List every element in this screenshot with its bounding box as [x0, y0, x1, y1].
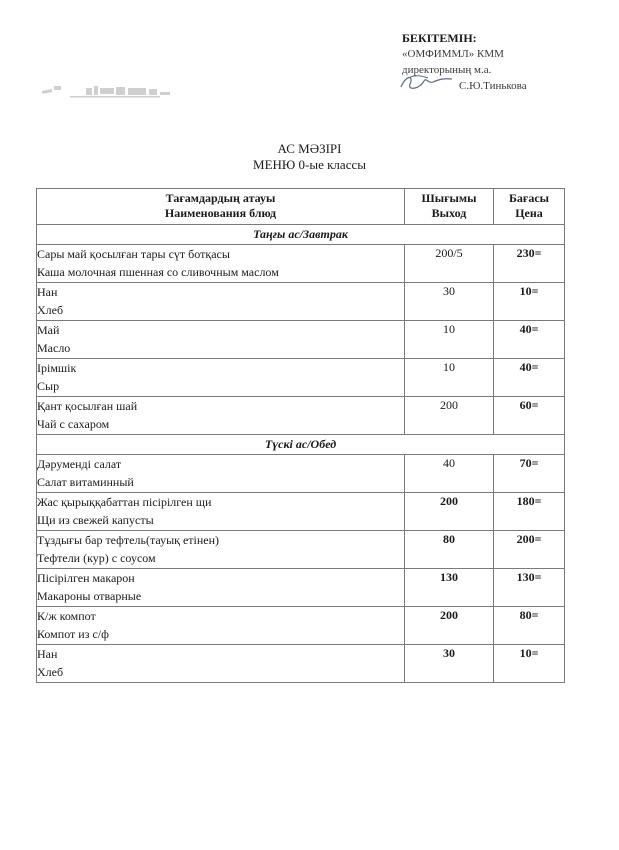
section-label: Түскі ас/Обед — [37, 435, 565, 455]
table-row — [37, 397, 565, 435]
approval-org: «ОМФИММЛ» КММ — [402, 48, 504, 60]
dish-name-ru: Салат витаминный — [37, 475, 134, 489]
dish-price: 40= — [494, 321, 565, 359]
dish-name-ru: Компот из с/ф — [37, 627, 109, 641]
dish-output: 30 — [405, 645, 494, 683]
dish-price: 180= — [494, 493, 565, 531]
table-row — [37, 455, 565, 493]
date-stamp-icon — [42, 76, 192, 106]
dish-name-ru: Каша молочная пшенная со сливочным маслом — [37, 265, 279, 279]
dish-output: 200 — [405, 493, 494, 531]
table-header-row — [37, 189, 565, 225]
table-row — [37, 359, 565, 397]
table-row — [37, 493, 565, 531]
dish-output: 200 — [405, 397, 494, 435]
dish-name-ru: Масло — [37, 341, 71, 355]
dish-output: 130 — [405, 569, 494, 607]
dish-price: 60= — [494, 397, 565, 435]
dish-name-kz: Ірімшік — [37, 361, 77, 375]
header-dish-name-ru: Наименования блюд — [164, 206, 277, 220]
dish-price: 70= — [494, 455, 565, 493]
approval-position: директорының м.а. — [402, 64, 492, 76]
dish-name-kz: Тұздығы бар тефтель(тауық етінен) — [37, 533, 220, 547]
header-price — [494, 189, 565, 225]
section-label: Таңғы ас/Завтрак — [37, 225, 565, 245]
table-row — [37, 645, 565, 683]
dish-name-kz: Нан — [37, 285, 58, 299]
dish-price: 40= — [494, 359, 565, 397]
dish-name-kz: Май — [37, 323, 60, 337]
table-row — [37, 245, 565, 283]
dish-output: 40 — [405, 455, 494, 493]
approval-signature-row — [402, 78, 602, 94]
dish-name-ru: Щи из свежей капусты — [37, 513, 154, 527]
dish-name-ru: Сыр — [37, 379, 60, 393]
approval-name: С.Ю.Тинькова — [459, 80, 527, 92]
table-row — [37, 569, 565, 607]
table-row — [37, 531, 565, 569]
dish-name-ru: Макароны отварные — [37, 589, 142, 603]
dish-name-kz: Сары май қосылған тары сүт ботқасы — [37, 247, 230, 261]
dish-price: 80= — [494, 607, 565, 645]
dish-output: 80 — [405, 531, 494, 569]
dish-price: 10= — [494, 283, 565, 321]
header-output-kz: Шығымы — [421, 191, 477, 205]
dish-name-kz: Дәруменді салат — [37, 457, 122, 471]
header-price-ru: Цена — [515, 206, 543, 220]
menu-title-kz: АС МӘЗІРІ — [277, 141, 342, 156]
menu-heading — [0, 141, 619, 173]
dish-price: 130= — [494, 569, 565, 607]
signature-icon — [398, 72, 456, 94]
dish-name-kz: Пісірілген макарон — [37, 571, 135, 585]
dish-output: 10 — [405, 359, 494, 397]
table-row — [37, 283, 565, 321]
dish-output: 30 — [405, 283, 494, 321]
approval-title: БЕКІТЕМІН: — [402, 31, 477, 45]
dish-name-kz: Нан — [37, 647, 58, 661]
header-price-kz: Бағасы — [508, 191, 550, 205]
dish-name-ru: Тефтели (кур) с соусом — [37, 551, 156, 565]
approval-block — [402, 30, 602, 94]
dish-name-ru: Хлеб — [37, 303, 64, 317]
section-breakfast — [37, 225, 565, 245]
dish-name-ru: Хлеб — [37, 665, 64, 679]
menu-table — [36, 188, 565, 683]
dish-output: 200 — [405, 607, 494, 645]
table-row — [37, 321, 565, 359]
header-output — [405, 189, 494, 225]
header-dish-name-kz: Тағамдардың атауы — [165, 191, 276, 205]
dish-output: 10 — [405, 321, 494, 359]
dish-name-kz: К/ж компот — [37, 609, 96, 623]
dish-name-ru: Чай с сахаром — [37, 417, 110, 431]
table-row — [37, 607, 565, 645]
dish-price: 10= — [494, 645, 565, 683]
dish-name-kz: Қант қосылған шай — [37, 399, 138, 413]
header-dish-name — [37, 189, 405, 225]
dish-name-kz: Жас қырыққабаттан пісірілген щи — [37, 495, 212, 509]
menu-title-ru: МЕНЮ 0-ые классы — [253, 157, 366, 172]
header-output-ru: Выход — [431, 206, 467, 220]
section-lunch — [37, 435, 565, 455]
dish-price: 230= — [494, 245, 565, 283]
dish-output: 200/5 — [405, 245, 494, 283]
dish-price: 200= — [494, 531, 565, 569]
